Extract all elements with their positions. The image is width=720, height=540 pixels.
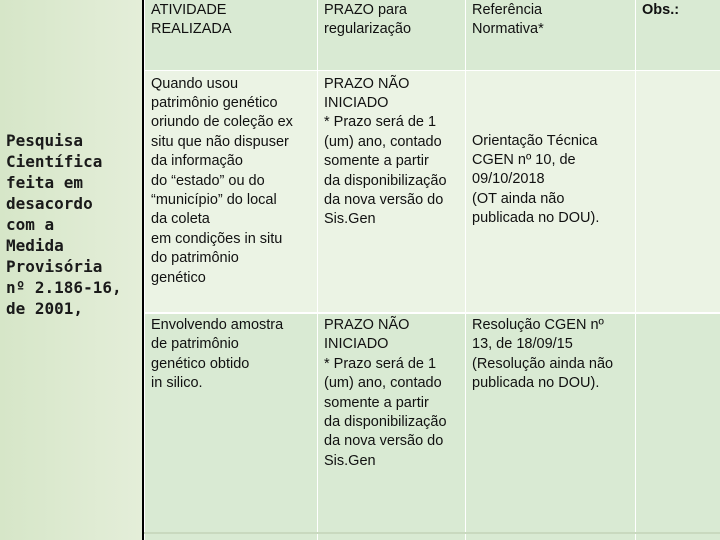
cell-referencia: Orientação Técnica CGEN nº 10, de 09/10/2018 (OT ainda não publicada no DOU). — [472, 132, 600, 227]
header-obs: Obs.: — [636, 0, 720, 70]
cell-referencia: Resolução CGEN nº 13, de 18/09/15 (Resolução ainda não publicada no DOU). — [466, 313, 636, 540]
regularization-table — [144, 0, 720, 540]
header-atividade: ATIVIDADE REALIZADA — [145, 0, 318, 70]
topic-label: Pesquisa Científica feita em desacordo com a Medida Provisória nº 2.186-16, de 2001, — [6, 131, 122, 318]
cell-obs — [636, 313, 720, 540]
cell-obs — [636, 70, 720, 313]
table-row — [145, 313, 720, 540]
table-bottom-rule — [144, 532, 720, 534]
table-row — [145, 70, 720, 313]
header-referencia: Referência Normativa* — [466, 0, 636, 70]
cell-referencia-wrap — [466, 70, 636, 313]
cell-prazo: PRAZO NÃO INICIADO * Prazo será de 1 (um) ano, contado somente a partir da disponibilização da nova versão do Sis.Gen — [318, 70, 466, 313]
cell-atividade: Envolvendo amostra de patrimônio genético obtido in silico. — [145, 313, 318, 540]
table-header-row — [145, 0, 720, 70]
cell-atividade: Quando usou patrimônio genético oriundo de coleção ex situ que não dispuser da informação do “estado” ou do “município” do local da coleta em condições in situ do patrimônio genético — [145, 70, 318, 313]
cell-prazo: PRAZO NÃO INICIADO * Prazo será de 1 (um) ano, contado somente a partir da disponibilização da nova versão do Sis.Gen — [318, 313, 466, 540]
sidebar-panel — [0, 0, 144, 540]
header-prazo: PRAZO para regularização — [318, 0, 466, 70]
